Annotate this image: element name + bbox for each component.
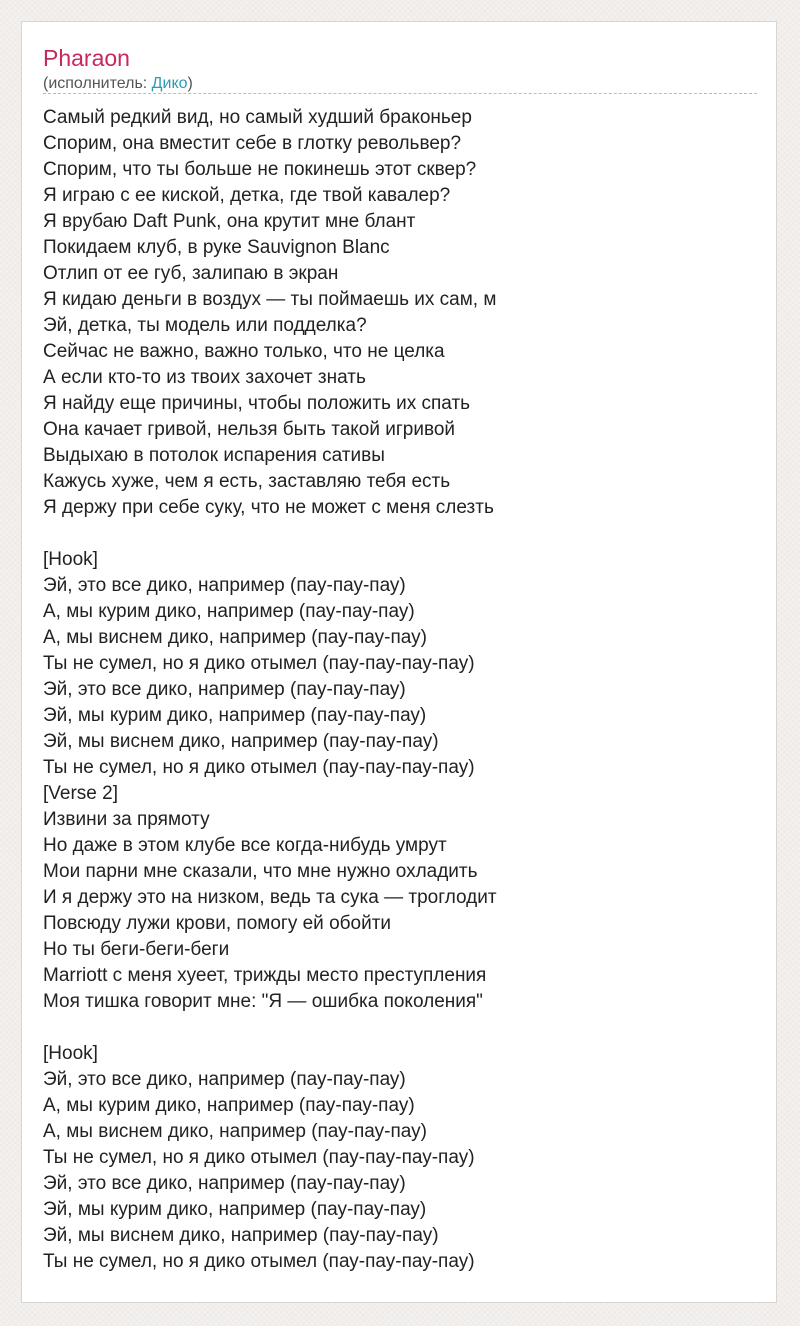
lyrics-card [21,21,777,1303]
lyric-line: Спорим, что ты больше не покинешь этот сквер? [43,159,477,180]
lyric-line: Выдыхаю в потолок испарения сативы [43,445,385,466]
lyric-line: Я найду еще причины, чтобы положить их спать [43,393,471,414]
lyric-line: Повсюду лужи крови, помогу ей обойти [43,913,392,934]
lyric-line: Я держу при себе суку, что не может с меня слезть [43,497,494,518]
lyric-line: Сейчас не важно, важно только, что не целка [43,341,445,362]
artist-line [43,74,193,94]
lyric-line: Моя тишка говорит мне: "Я — ошибка поколения" [43,991,483,1012]
lyric-line: Покидаем клуб, в руке Sauvignon Blanc [43,237,390,258]
lyric-line: А, мы курим дико, например (пау-пау-пау) [43,1095,415,1116]
lyric-line: Эй, мы виснем дико, например (пау-пау-пау) [43,1225,439,1246]
lyric-line: Мои парни мне сказали, что мне нужно охладить [43,861,478,882]
lyric-line: Ты не сумел, но я дико отымел (пау-пау-пау-пау) [43,1251,475,1272]
lyric-line: Ты не сумел, но я дико отымел (пау-пау-пау-пау) [43,653,475,674]
song-title: Pharaon [43,45,130,71]
lyric-line: Эй, мы курим дико, например (пау-пау-пау) [43,705,427,726]
lyric-line: Эй, это все дико, например (пау-пау-пау) [43,575,406,596]
lyric-line: Она качает гривой, нельзя быть такой игривой [43,419,456,440]
lyric-line: Ты не сумел, но я дико отымел (пау-пау-пау-пау) [43,757,475,778]
lyric-line: [Hook] [43,1043,98,1064]
lyric-line: Эй, это все дико, например (пау-пау-пау) [43,1173,406,1194]
lyric-line: Marriott с меня хуеет, трижды место преступления [43,965,487,986]
lyric-line: Но даже в этом клубе все когда-нибудь умрут [43,835,447,856]
lyric-line: Эй, мы курим дико, например (пау-пау-пау) [43,1199,427,1220]
lyric-line: Извини за прямоту [43,809,210,830]
lyric-line: А если кто-то из твоих захочет знать [43,367,366,388]
lyric-line: А, мы виснем дико, например (пау-пау-пау) [43,627,427,648]
lyric-line: А, мы курим дико, например (пау-пау-пау) [43,601,415,622]
lyric-line: Я играю с ее киской, детка, где твой кавалер? [43,185,451,206]
lyric-line: Отлип от ее губ, залипаю в экран [43,263,339,284]
lyric-line: Ты не сумел, но я дико отымел (пау-пау-пау-пау) [43,1147,475,1168]
lyric-line: А, мы виснем дико, например (пау-пау-пау) [43,1121,427,1142]
lyric-line: Я врубаю Daft Punk, она крутит мне блант [43,211,416,232]
artist-prefix: (исполнитель: [43,75,152,92]
blank-line [43,521,757,547]
lyric-line: Спорим, она вместит себе в глотку револьвер? [43,133,462,154]
lyric-line: [Hook] [43,549,98,570]
lyric-line: [Verse 2] [43,783,118,804]
title-divider [43,93,757,94]
lyrics-body [43,105,757,1275]
lyric-line: Эй, это все дико, например (пау-пау-пау) [43,1069,406,1090]
lyric-line: Я кидаю деньги в воздух — ты поймаешь их сам, м [43,289,497,310]
blank-line [43,1015,757,1041]
lyric-line: Эй, мы виснем дико, например (пау-пау-пау) [43,731,439,752]
lyric-line: Эй, детка, ты модель или подделка? [43,315,367,336]
artist-suffix: ) [187,75,193,92]
lyric-line: Кажусь хуже, чем я есть, заставляю тебя есть [43,471,451,492]
lyric-line: Эй, это все дико, например (пау-пау-пау) [43,679,406,700]
artist-link[interactable]: Дико [151,75,188,92]
lyric-line: И я держу это на низком, ведь та сука — троглодит [43,887,497,908]
lyric-line: Самый редкий вид, но самый худший браконьер [43,107,472,128]
lyric-line: Но ты беги-беги-беги [43,939,230,960]
